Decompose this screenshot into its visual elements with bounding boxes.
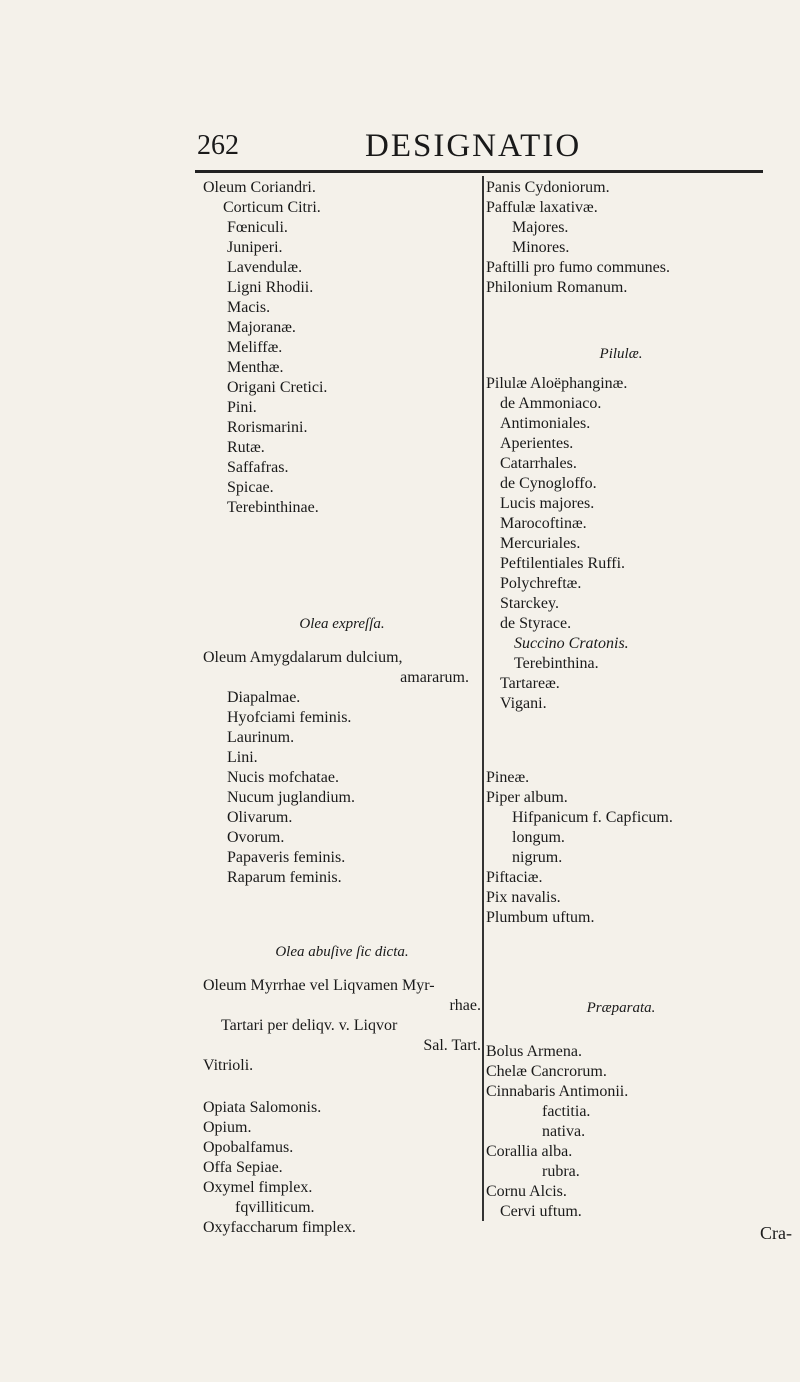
right-line: Philonium Romanum.: [486, 279, 628, 296]
left-line: Offa Sepiae.: [203, 1159, 283, 1176]
left-line: Ovorum.: [227, 829, 285, 846]
left-line: Oxyfaccharum fimplex.: [203, 1219, 356, 1236]
left-line: Lavendulæ.: [227, 259, 303, 276]
left-line: Olivarum.: [227, 809, 293, 826]
left-line: Oleum Amygdalarum dulcium,: [203, 649, 403, 666]
right-line: Panis Cydoniorum.: [486, 179, 610, 196]
left-line: Origani Cretici.: [227, 379, 328, 396]
column-divider: [482, 176, 484, 1221]
left-line: Diapalmae.: [227, 689, 301, 706]
right-line: Marocoftinæ.: [500, 515, 587, 532]
left-line: Opobalfamus.: [203, 1139, 294, 1156]
right-line: longum.: [512, 829, 565, 846]
right-line: Pix navalis.: [486, 889, 561, 906]
left-line: Oxymel fimplex.: [203, 1179, 313, 1196]
left-line: Spicae.: [227, 479, 274, 496]
left-line: Opium.: [203, 1119, 252, 1136]
left-line: Tartari per deliqv. v. Liqvor: [221, 1017, 398, 1034]
section-heading: Præparata.: [586, 1000, 656, 1016]
section-heading: Olea abuſive ſic dicta.: [275, 944, 409, 960]
right-line: rubra.: [542, 1163, 580, 1180]
left-line: Rutæ.: [227, 439, 265, 456]
left-line: Fœniculi.: [227, 219, 288, 236]
left-line: rhae.: [449, 997, 481, 1014]
left-line: Opiata Salomonis.: [203, 1099, 322, 1116]
left-line: Sal. Tart.: [423, 1037, 481, 1054]
right-line: Terebinthina.: [514, 655, 599, 672]
right-line: Paftilli pro fumo communes.: [486, 259, 670, 276]
section-heading: Pilulæ.: [599, 346, 643, 362]
left-line: Oleum Coriandri.: [203, 179, 316, 196]
right-line: Tartareæ.: [500, 675, 560, 692]
left-line: Menthæ.: [227, 359, 284, 376]
right-line: Succino Cratonis.: [514, 635, 629, 652]
left-line: fqvilliticum.: [235, 1199, 315, 1216]
right-line: Majores.: [512, 219, 569, 236]
right-line: Piper album.: [486, 789, 568, 806]
right-line: factitia.: [542, 1103, 591, 1120]
right-line: Corallia alba.: [486, 1143, 573, 1160]
left-line: Pini.: [227, 399, 257, 416]
left-column: [203, 178, 481, 1238]
right-line: de Cynogloffo.: [500, 475, 597, 492]
right-line: nativa.: [542, 1123, 586, 1140]
right-line: Cervi uftum.: [500, 1203, 582, 1220]
right-line: Vigani.: [500, 695, 547, 712]
section-heading: Olea expreſſa.: [299, 616, 385, 632]
left-line: amararum.: [400, 669, 469, 686]
left-line: Oleum Myrrhae vel Liqvamen Myr-: [203, 977, 435, 994]
right-line: de Ammoniaco.: [500, 395, 602, 412]
right-line: de Styrace.: [500, 615, 572, 632]
right-line: Starckey.: [500, 595, 559, 612]
right-line: Bolus Armena.: [486, 1043, 582, 1060]
left-line: Saffafras.: [227, 459, 289, 476]
left-line: Macis.: [227, 299, 271, 316]
left-line: Juniperi.: [227, 239, 283, 256]
right-line: Catarrhales.: [500, 455, 577, 472]
page-number: 262: [197, 130, 239, 161]
right-line: Hifpanicum f. Capficum.: [512, 809, 673, 826]
right-column: [486, 178, 756, 1222]
left-line: Laurinum.: [227, 729, 295, 746]
right-line: Antimoniales.: [500, 415, 591, 432]
right-line: Piftaciæ.: [486, 869, 543, 886]
right-line: Cornu Alcis.: [486, 1183, 567, 1200]
left-line: Majoranæ.: [227, 319, 296, 336]
right-line: Mercuriales.: [500, 535, 581, 552]
left-line: Rorismarini.: [227, 419, 308, 436]
right-line: Aperientes.: [500, 435, 574, 452]
left-line: Raparum feminis.: [227, 869, 342, 886]
right-line: Minores.: [512, 239, 570, 256]
running-title: DESIGNATIO: [365, 128, 582, 164]
left-line: Terebinthinae.: [227, 499, 319, 516]
right-line: Chelæ Cancrorum.: [486, 1063, 607, 1080]
right-line: Pilulæ Aloëphanginæ.: [486, 375, 628, 392]
right-line: nigrum.: [512, 849, 563, 866]
left-line: Nucum juglandium.: [227, 789, 355, 806]
left-line: Hyofciami feminis.: [227, 709, 352, 726]
right-line: Paffulæ laxativæ.: [486, 199, 598, 216]
catchword: Cra-: [760, 1223, 792, 1243]
right-line: Polychreftæ.: [500, 575, 582, 592]
right-line: Peftilentiales Ruffi.: [500, 555, 626, 572]
right-line: Lucis majores.: [500, 495, 595, 512]
right-line: Pineæ.: [486, 769, 530, 786]
left-line: Corticum Citri.: [223, 199, 321, 216]
right-line: Cinnabaris Antimonii.: [486, 1083, 629, 1100]
left-line: Papaveris feminis.: [227, 849, 346, 866]
left-line: Nucis mofchatae.: [227, 769, 339, 786]
left-line: Vitrioli.: [203, 1057, 254, 1074]
header-rule: [195, 170, 763, 173]
right-line: Plumbum uftum.: [486, 909, 595, 926]
left-line: Lini.: [227, 749, 258, 766]
left-line: Ligni Rhodii.: [227, 279, 314, 296]
left-line: Meliffæ.: [227, 339, 283, 356]
